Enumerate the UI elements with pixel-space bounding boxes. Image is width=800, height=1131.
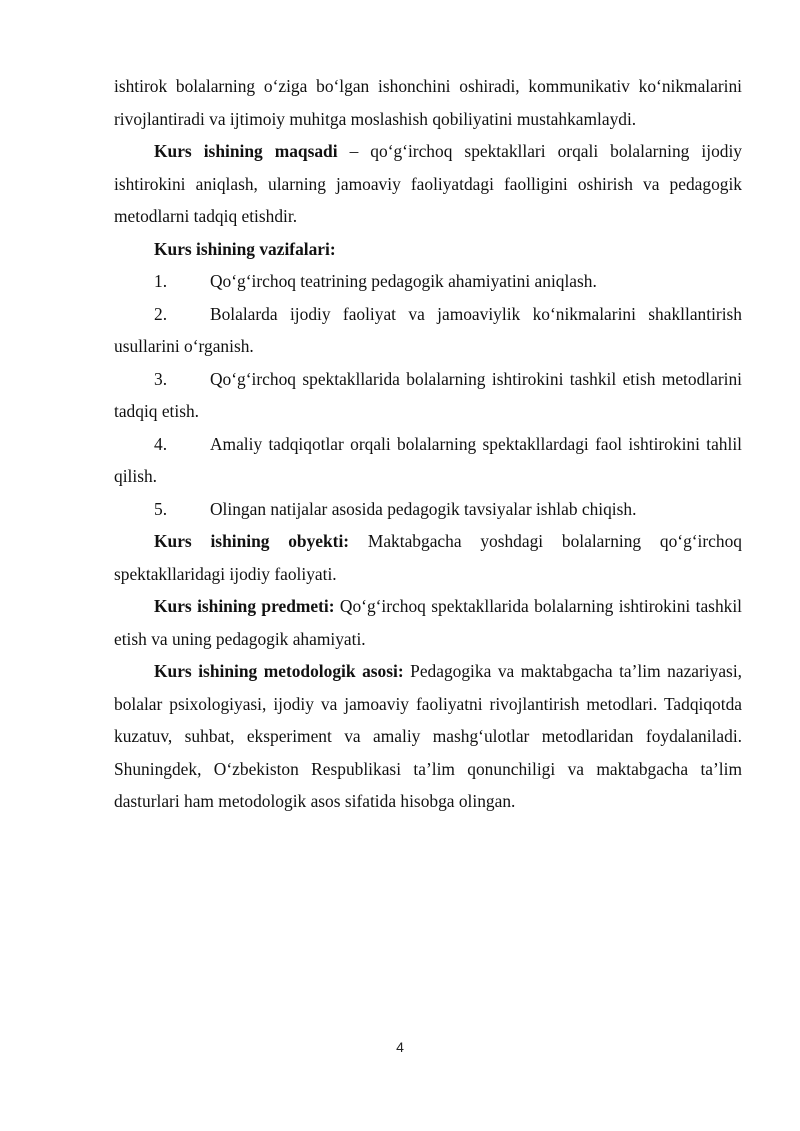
task-item bbox=[114, 298, 742, 363]
task-text: Qo‘g‘irchoq spektakllarida bolalarning ishtirokini tashkil etish metodlarini tadqiq etish. bbox=[114, 368, 742, 421]
tasks-heading-paragraph bbox=[114, 233, 742, 266]
purpose-text: – qo‘g‘irchoq spektakllari orqali bolalarning ijodiy ishtirokini aniqlash, ularning jamoaviy faoliyatdagi faolligini oshirish va pedagogik metodlarni tadqiq etishdir. bbox=[114, 141, 742, 226]
object-text: Maktabgacha yoshdagi bolalarning qo‘g‘irchoq spektakllaridagi ijodiy faoliyati. bbox=[114, 531, 742, 584]
purpose-heading: Kurs ishining maqsadi bbox=[154, 141, 338, 161]
subject-heading: Kurs ishining predmeti: bbox=[154, 596, 335, 616]
tasks-heading: Kurs ishining vazifalari: bbox=[154, 238, 336, 259]
task-item bbox=[114, 428, 742, 493]
task-text: Amaliy tadqiqotlar orqali bolalarning spektakllardagi faol ishtirokini tahlil qilish. bbox=[114, 433, 742, 486]
task-number: 4. bbox=[154, 433, 168, 454]
task-number: 3. bbox=[154, 368, 168, 389]
task-text: Bolalarda ijodiy faoliyat va jamoaviylik ko‘nikmalarini shakllantirish usullarini o‘rganish. bbox=[114, 303, 742, 356]
page-number: 4 bbox=[396, 1039, 404, 1055]
task-number: 5. bbox=[154, 498, 168, 519]
task-item bbox=[114, 493, 742, 526]
task-number: 1. bbox=[154, 271, 168, 291]
task-text: Qo‘g‘irchoq teatrining pedagogik ahamiyatini aniqlash. bbox=[210, 271, 597, 291]
task-item bbox=[114, 363, 742, 428]
subject-text: Qo‘g‘irchoq spektakllarida bolalarning ishtirokini tashkil etish va uning pedagogik ahamiyati. bbox=[114, 596, 742, 649]
methodology-paragraph bbox=[114, 655, 742, 818]
subject-paragraph bbox=[114, 590, 742, 655]
intro-paragraph: ishtirok bolalarning o‘ziga bo‘lgan ishonchini oshiradi, kommunikativ ko‘nikmalarini rivojlantiradi va ijtimoiy muhitga moslashish qobiliyatini mustahkamlaydi. bbox=[114, 76, 742, 129]
methodology-heading: Kurs ishining metodologik asosi: bbox=[154, 661, 404, 681]
methodology-text: Pedagogika va maktabgacha ta’lim nazariyasi, bolalar psixologiyasi, ijodiy va jamoaviy faoliyatni rivojlantirish metodlari. Tadqiqotda kuzatuv, suhbat, eksperiment va amaliy mashg‘ulotlar metodlaridan foydalaniladi. Shuningdek, O‘zbekiston Respublikasi ta’lim qonunchiligi va maktabgacha ta’lim dasturlari ham metodologik asos sifatida hisobga olingan. bbox=[114, 661, 742, 811]
task-number: 2. bbox=[154, 303, 168, 324]
page-body bbox=[114, 70, 742, 818]
purpose-paragraph bbox=[114, 135, 742, 233]
object-heading: Kurs ishining obyekti: bbox=[154, 531, 350, 551]
task-item bbox=[114, 265, 742, 298]
object-paragraph bbox=[114, 525, 742, 590]
task-text: Olingan natijalar asosida pedagogik tavsiyalar ishlab chiqish. bbox=[210, 498, 637, 519]
